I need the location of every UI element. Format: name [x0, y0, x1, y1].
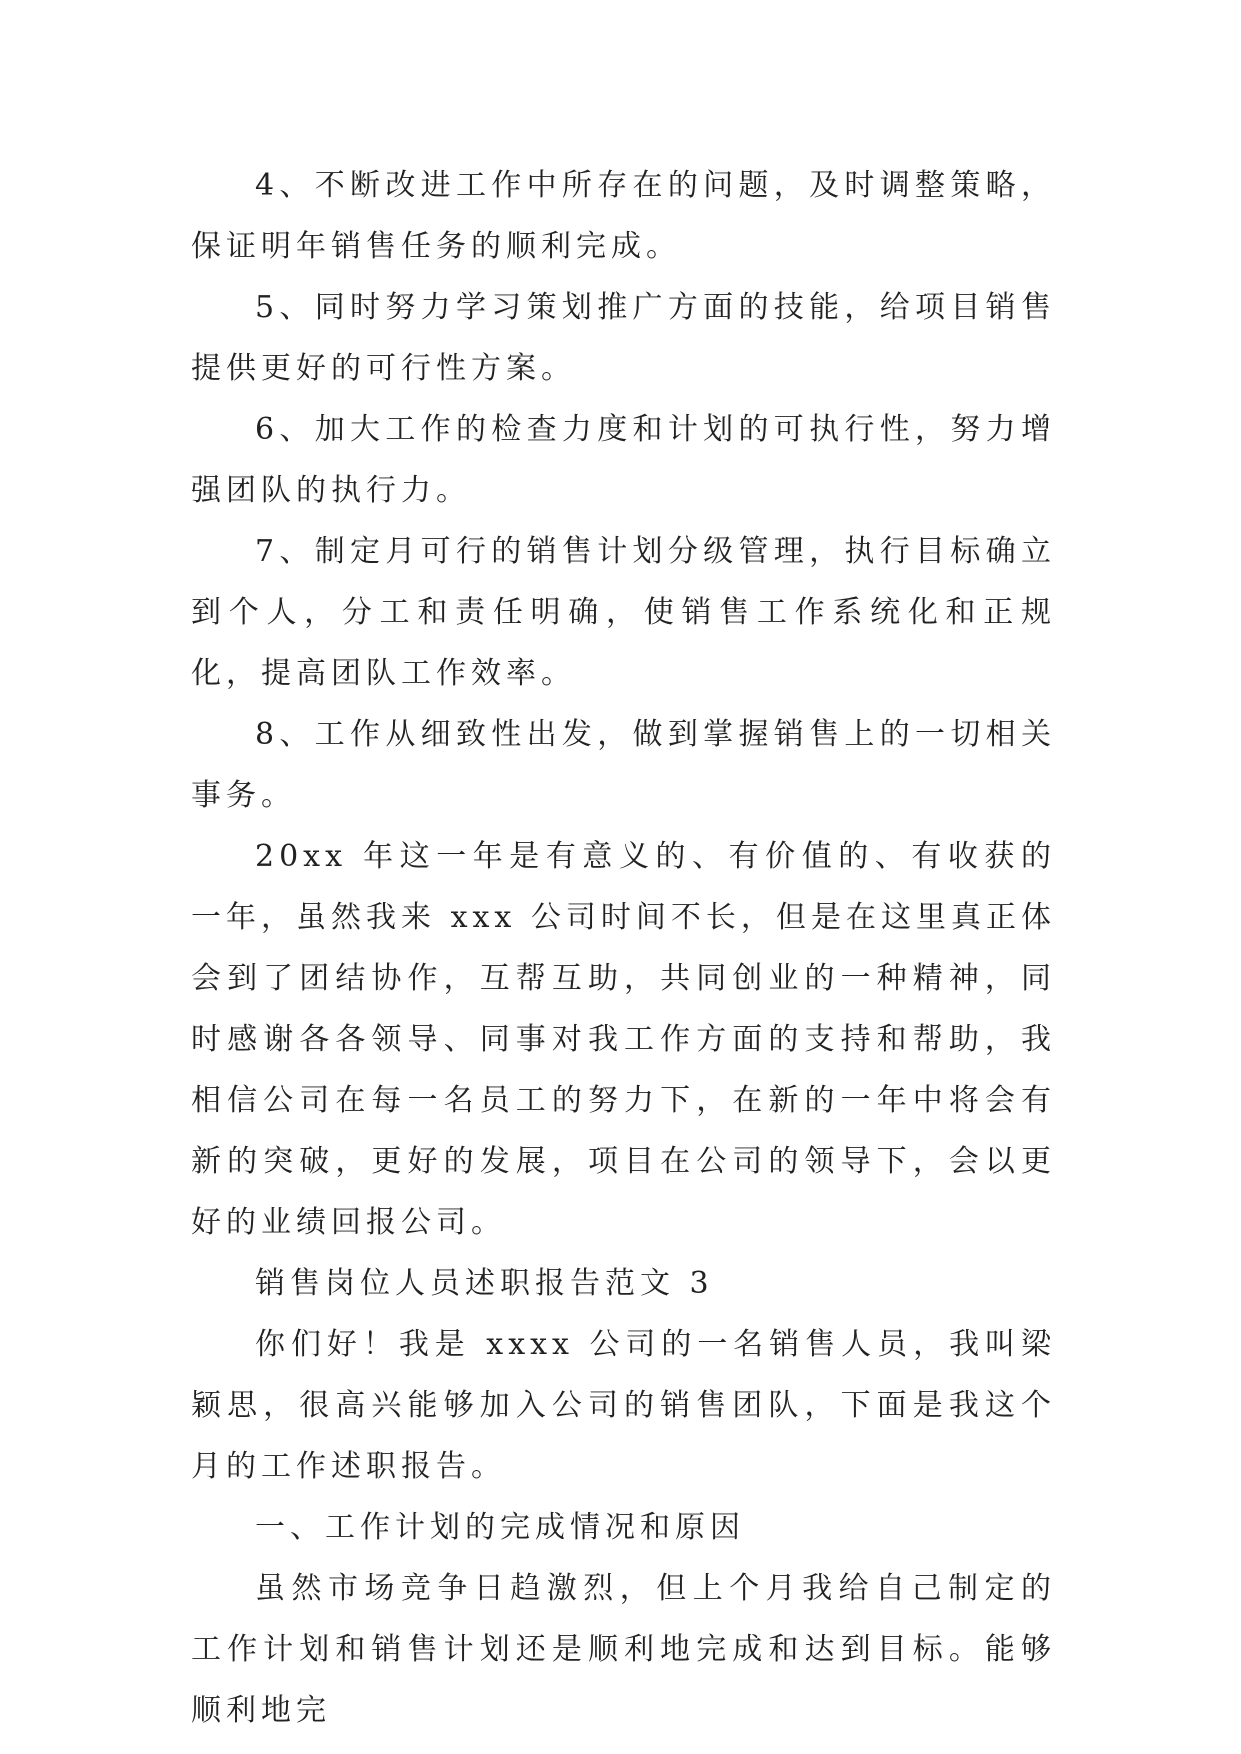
paragraph-item-6: 6、加大工作的检查力度和计划的可执行性，努力增强团队的执行力。	[191, 412, 1056, 508]
subheading-plan-completion: 一、工作计划的完成情况和原因	[255, 1510, 745, 1545]
paragraph-market-competition: 虽然市场竞争日趋激烈，但上个月我给自己制定的工作计划和销售计划还是顺利地完成和达到目标。能够顺利地完	[191, 1571, 1056, 1728]
document-body	[191, 155, 1056, 1741]
section-heading-report-3: 销售岗位人员述职报告范文 3	[255, 1266, 714, 1301]
paragraph-item-8: 8、工作从细致性出发，做到掌握销售上的一切相关事务。	[191, 717, 1056, 813]
paragraph-year-summary: 20xx 年这一年是有意义的、有价值的、有收获的一年，虽然我来 xxx 公司时间不长，但是在这里真正体会到了团结协作，互帮互助，共同创业的一种精神，同时感谢各各领导、同事对我工作方面的支持和帮助，我相信公司在每一名员工的努力下，在新的一年中将会有新的突破，更好的发展，项目在公司的领导下，会以更好的业绩回报公司。	[191, 839, 1056, 1240]
paragraph-greeting: 你们好！我是 xxxx 公司的一名销售人员，我叫梁颖思，很高兴能够加入公司的销售团队，下面是我这个月的工作述职报告。	[191, 1327, 1056, 1484]
paragraph-item-7: 7、制定月可行的销售计划分级管理，执行目标确立到个人，分工和责任明确，使销售工作系统化和正规化，提高团队工作效率。	[191, 534, 1056, 691]
paragraph-item-4: 4、不断改进工作中所存在的问题，及时调整策略，保证明年销售任务的顺利完成。	[191, 168, 1056, 264]
paragraph-item-5: 5、同时努力学习策划推广方面的技能，给项目销售提供更好的可行性方案。	[191, 290, 1056, 386]
